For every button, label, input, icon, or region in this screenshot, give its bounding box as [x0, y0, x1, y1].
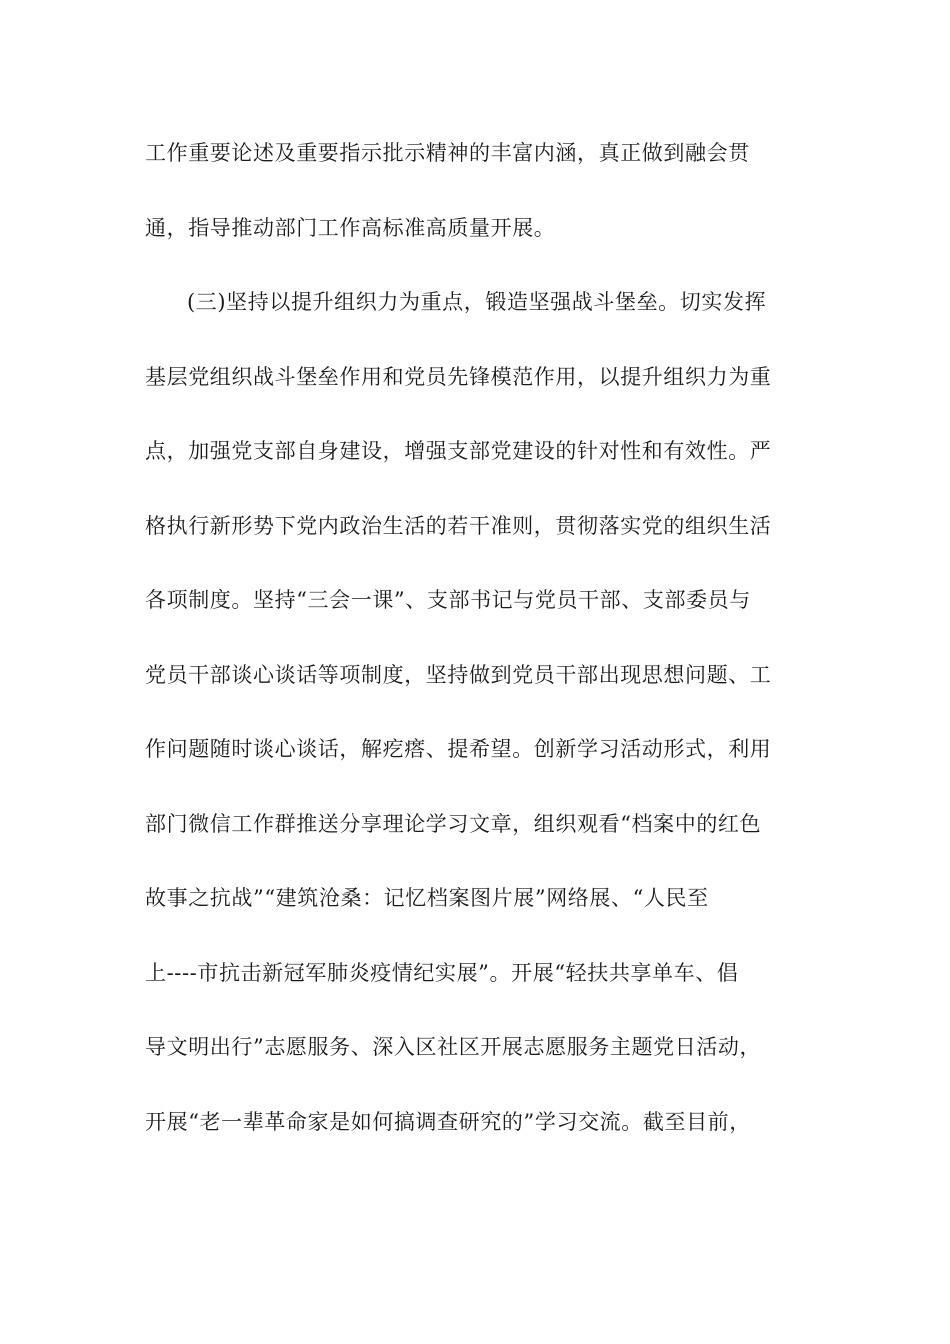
- text-line-14: 开展“老一辈革命家是如何搞调查研究的”学习交流。截至目前，: [145, 1109, 751, 1134]
- text-line-11: 故事之抗战”“建筑沧桑：记忆档案图片展”网络展、“人民至: [145, 886, 709, 910]
- text-line-8: 党员干部谈心谈话等项制度，坚持做到党员干部出现思想问题、工: [145, 662, 772, 687]
- section-heading-line: (三)坚持以提升组织力为重点，锻造坚强战斗堡垒。切实发挥: [187, 290, 767, 314]
- text-line-6: 格执行新形势下党内政治生活的若干准则，贯彻落实党的组织生活: [145, 513, 772, 538]
- text-line-4: 基层党组织战斗堡垒作用和党员先锋模范作用，以提升组织力为重: [145, 364, 772, 389]
- text-line-2: 通，指导推动部门工作高标准高质量开展。: [145, 215, 556, 240]
- text-line-1: 工作重要论述及重要指示批示精神的丰富内涵，真正做到融会贯: [145, 141, 750, 165]
- text-line-9: 作问题随时谈心谈话，解疙瘩、提希望。创新学习活动形式，利用: [145, 737, 772, 761]
- text-line-7: 各项制度。坚持“三会一课”、支部书记与党员干部、支部委员与: [145, 588, 751, 612]
- body-text: [145, 132, 805, 1175]
- text-line-13: 导文明出行”志愿服务、深入区社区开展志愿服务主题党日活动，: [145, 1035, 762, 1059]
- text-line-5: 点，加强党支部自身建设，增强支部党建设的针对性和有效性。严: [145, 439, 772, 463]
- text-line-12: 上----市抗击新冠军肺炎疫情纪实展”。开展“轻扶共享单车、倡: [145, 960, 739, 985]
- text-line-10: 部门微信工作群推送分享理论学习文章，组织观看“档案中的红色: [145, 811, 762, 836]
